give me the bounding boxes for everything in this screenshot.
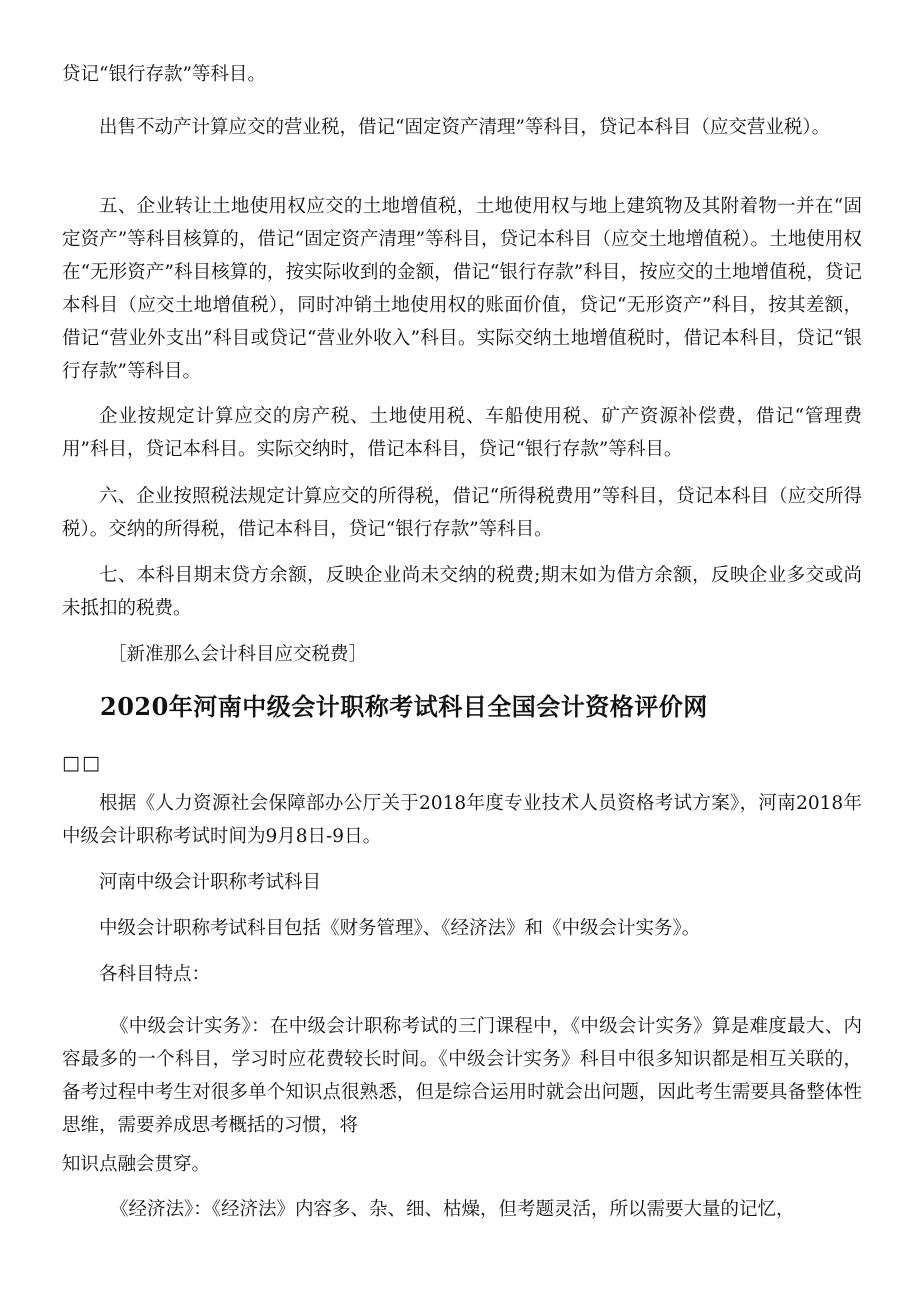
paragraph-10: 中级会计职称考试科目包括《财务管理》、《经济法》和《中级会计实务》。 [99, 918, 701, 939]
paragraph-13: 知识点融会贯穿。 [62, 1154, 211, 1175]
paragraph-5: 六、企业按照税法规定计算应交的所得税，借记“所得税费用”等科目，贷记本科目（应交所得税）。交纳的所得税，借记本科目，贷记“银行存款”等科目。 [62, 486, 862, 540]
section-heading: 2020年河南中级会计职称考试科目全国会计资格评价网 [100, 692, 708, 721]
placeholder-boxes: □□ [62, 752, 102, 774]
paragraph-4: 企业按规定计算应交的房产税、土地使用税、车船使用税、矿产资源补偿费，借记“管理费用”科目，贷记本科目。实际交纳时，借记本科目，贷记“银行存款”等科目。 [62, 406, 862, 460]
paragraph-6: 七、本科目期末贷方余额，反映企业尚未交纳的税费;期末如为借方余额，反映企业多交或尚未抵扣的税费。 [62, 565, 862, 619]
paragraph-12: 《中级会计实务》：在中级会计职称考试的三门课程中，《中级会计实务》算是难度最大、内容最多的一个科目，学习时应花费较长时间。《中级会计实务》科目中很多知识都是相互关联的，备考过程中考生对很多单个知识点很熟悉，但是综合运用时就会出问题，因此考生需要具备整体性思维，需要养成思考概括的习惯，将 [62, 1016, 862, 1136]
paragraph-1: 贷记“银行存款”等科目。 [62, 64, 266, 85]
paragraph-8: 根据《人力资源社会保障部办公厅关于2018年度专业技术人员资格考试方案》，河南2018年中级会计职称考试时间为9月8日-9日。 [62, 793, 862, 847]
paragraph-2: 出售不动产计算应交的营业税，借记“固定资产清理”等科目，贷记本科目（应交营业税）。 [99, 117, 831, 138]
paragraph-7: ［新准那么会计科目应交税费］ [108, 644, 368, 665]
paragraph-11: 各科目特点： [99, 964, 211, 985]
paragraph-3: 五、企业转让土地使用权应交的土地增值税，土地使用权与地上建筑物及其附着物一并在“固定资产”等科目核算的，借记“固定资产清理”等科目，贷记本科目（应交土地增值税）。土地使用权在“无形资产”科目核算的，按实际收到的金额，借记“银行存款”科目，按应交的土地增值税，贷记本科目（应交土地增值税），同时冲销土地使用权的账面价值，贷记“无形资产”科目，按其差额，借记“营业外支出”科目或贷记“营业外收入”科目。实际交纳土地增值税时，借记本科目，贷记“银行存款”等科目。 [62, 196, 862, 382]
paragraph-14: 《经济法》：《经济法》内容多、杂、细、枯燥，但考题灵活，所以需要大量的记忆， [110, 1199, 795, 1220]
paragraph-9: 河南中级会计职称考试科目 [99, 872, 322, 893]
